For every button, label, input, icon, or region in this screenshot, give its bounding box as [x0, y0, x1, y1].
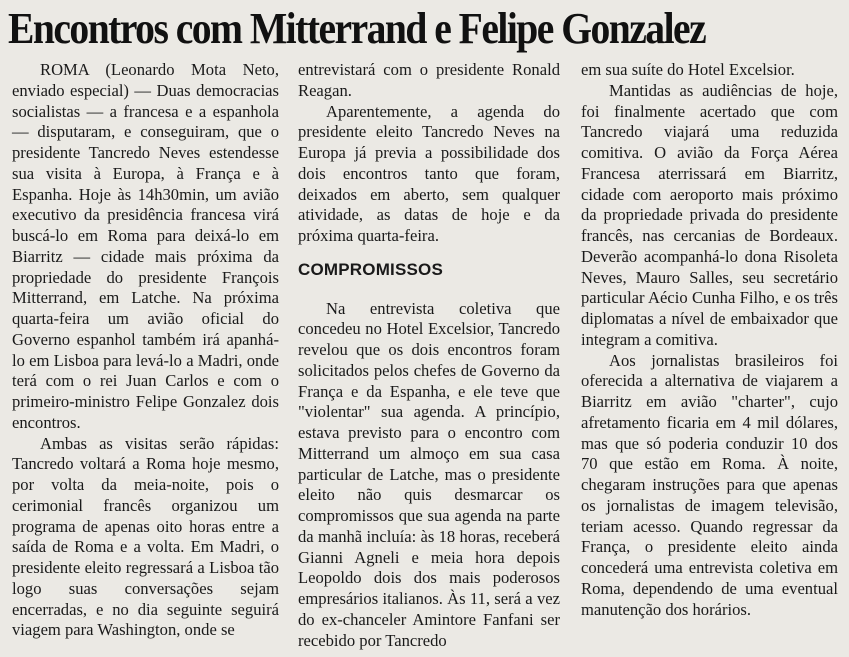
column-1 — [12, 60, 279, 641]
column-3 — [581, 60, 838, 620]
paragraph: Mantidas as audiências de hoje, foi finalmente acertado que com Tancredo viajará uma reduzida comitiva. O avião da Força Aérea Francesa aterrissará em Biarritz, cidade com aeroporto mais próximo da propriedade privada do presidente francês, nas cercanias de Bordeaux. Deverão acompanhá-lo dona Risoleta Neves, Mauro Salles, seu secretário particular Aécio Cunha Filho, e os três diplomatas a nível de embaixador que integram a comitiva. — [581, 80, 838, 349]
column-2 — [298, 60, 560, 651]
paragraph-continued: entrevistará com o presidente Ronald Reagan. — [298, 60, 560, 100]
section-subhead: COMPROMISSOS — [298, 259, 444, 279]
paragraph-lead: ROMA (Leonardo Mota Neto, enviado especial) — Duas democracias socialistas — a francesa e a espanhola — disputaram, e conseguiram, que o presidente Tancredo Neves estendesse sua visita à Europa, à França e à Espanha. Hoje às 14h30min, um avião executivo da presidência francesa virá buscá-lo em Roma para deixá-lo em Biarritz — cidade mais próxima da propriedade do presidente François Mitterrand, em Latche. Na próxima quarta-feira um avião oficial do Governo espanhol também irá apanhá-lo em Lisboa para levá-lo a Madri, onde terá com o rei Juan Carlos e com o primeiro-ministro Felipe Gonzalez dois encontros. — [12, 60, 279, 432]
paragraph: Na entrevista coletiva que concedeu no Hotel Excelsior, Tancredo revelou que os dois encontros foram solicitados pelos chefes de Governo da França e da Espanha, e ele teve que "violentar" sua agenda. A princípio, estava previsto para o encontro com Mitterrand um almoço em sua casa particular de Latche, mas o presidente eleito não quis desmarcar os compromissos que sua agenda na parte da manhã incluía: às 18 horas, receberá Gianni Agneli e meia hora depois Leopoldo dois dos mais poderosos empresários italianos. Às 11, será a vez do ex-chanceler Amintore Fanfani ser recebido por Tancredo — [298, 298, 560, 650]
paragraph: Aparentemente, a agenda do presidente eleito Tancredo Neves na Europa já previa a possibilidade dos dois encontros tanto que foram, deixados em aberto, sem qualquer atividade, as datas de hoje e da próxima quarta-feira. — [298, 101, 560, 245]
paragraph: Ambas as visitas serão rápidas: Tancredo voltará a Roma hoje mesmo, por volta da meia-noite, pois o cerimonial francês organizou um programa de apenas oito horas entre a saída de Roma e a volta. Em Madri, o presidente eleito regressará a Lisboa tão logo suas conversações sejam encerradas, e no dia seguinte seguirá viagem para Washington, onde se — [12, 433, 279, 640]
headline: Encontros com Mitterrand e Felipe Gonzalez — [8, 4, 706, 53]
paragraph: Aos jornalistas brasileiros foi oferecida a alternativa de viajarem a Biarritz em avião "charter", cujo afretamento ficaria em 4 mil dólares, mas que só poderia conduzir 10 dos 70 que estão em Roma. À noite, chegaram instruções para que apenas os jornalistas de imagem televisão, teriam acesso. Quando regressar da França, o presidente eleito ainda concederá uma entrevista coletiva em Roma, dependendo de uma eventual manutenção dos horários. — [581, 350, 838, 619]
paragraph-continued: em sua suíte do Hotel Excelsior. — [581, 60, 795, 79]
